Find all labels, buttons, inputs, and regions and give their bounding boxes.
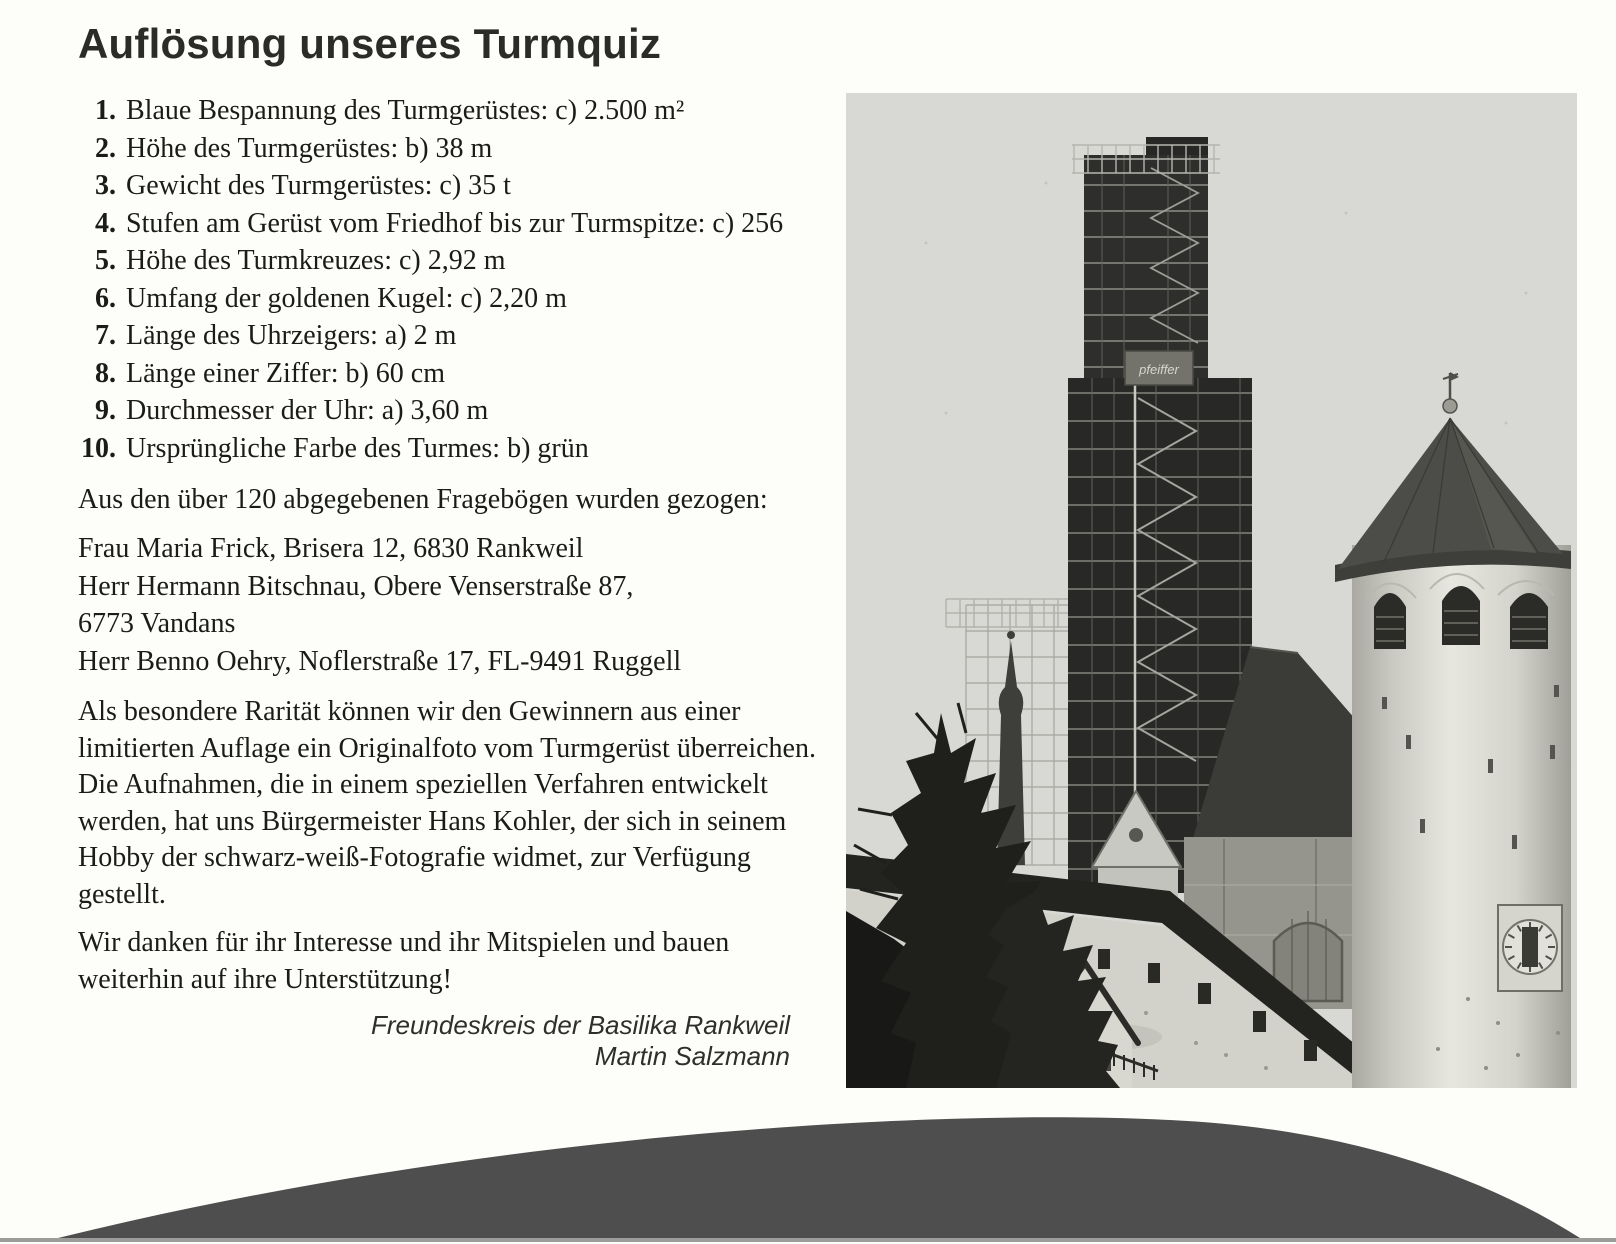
quiz-answer-number: 1. bbox=[95, 95, 116, 126]
quiz-answer-text: Höhe des Turmgerüstes: b) 38 m bbox=[126, 132, 493, 164]
quiz-answer bbox=[78, 130, 834, 168]
winner-line: 6773 Vandans bbox=[78, 608, 236, 639]
quiz-answer-number: 9. bbox=[95, 395, 116, 426]
page-title: Auflösung unseres Turmquiz bbox=[78, 20, 662, 67]
quiz-answer-text: Ursprüngliche Farbe des Turmes: b) grün bbox=[126, 432, 589, 464]
quiz-answer-number: 4. bbox=[95, 207, 116, 239]
quiz-answer-text: Umfang der goldenen Kugel: c) 2,20 m bbox=[126, 282, 567, 314]
quiz-answer-text: Länge einer Ziffer: b) 60 cm bbox=[126, 357, 446, 389]
signature-organization: Freundeskreis der Basilika Rankweil bbox=[370, 1010, 790, 1040]
quiz-answer-number: 3. bbox=[95, 170, 116, 201]
quiz-answer-text: Stufen am Gerüst vom Friedhof bis zur Turmspitze: c) 256 bbox=[126, 207, 784, 239]
tower-clock bbox=[1498, 905, 1562, 991]
golden-ball bbox=[1443, 399, 1457, 413]
quiz-answer bbox=[78, 430, 834, 468]
quiz-answer-number: 7. bbox=[95, 320, 116, 351]
quiz-answer-number: 2. bbox=[95, 132, 116, 164]
quiz-answer bbox=[78, 167, 834, 205]
quiz-answer-text: Gewicht des Turmgerüstes: c) 35 t bbox=[126, 170, 511, 201]
page-bottom-edge bbox=[0, 1238, 1616, 1242]
winners-list bbox=[78, 530, 834, 680]
paragraph-thanks: Wir danken für ihr Interesse und ihr Mitspielen und bauen weiterhin auf ihre Unterstützung! bbox=[78, 927, 730, 995]
article-column bbox=[78, 20, 834, 1072]
signature-author: Martin Salzmann bbox=[594, 1041, 790, 1071]
clock-center bbox=[1522, 927, 1538, 967]
quiz-answer-text: Durchmesser der Uhr: a) 3,60 m bbox=[126, 395, 489, 426]
quiz-answer bbox=[78, 317, 834, 355]
paragraph-rarity: Als besondere Rarität können wir den Gewinnern aus einer limitierten Auflage ein Originalfoto vom Turmgerüst überreichen. Die Aufnahmen, die in einem speziellen Verfahren entwickelt werden, hat uns Bürgermeister Hans Kohler, der sich in seinem Hobby der schwarz-weiß-Fotografie widmet, zur Verfügung gestellt. bbox=[78, 696, 816, 910]
photo-illustration bbox=[846, 93, 1577, 1088]
footer-swoosh bbox=[0, 1108, 1616, 1244]
quiz-answer bbox=[78, 92, 834, 130]
quiz-answer bbox=[78, 392, 834, 430]
gable-round-window bbox=[1129, 828, 1143, 842]
quiz-answer bbox=[78, 205, 834, 243]
winner-line: Herr Benno Oehry, Noflerstraße 17, FL-9491 Ruggell bbox=[78, 645, 682, 677]
quiz-answer-text: Blaue Bespannung des Turmgerüstes: c) 2.500 m² bbox=[126, 95, 685, 126]
scaffold-upper-tier bbox=[1072, 137, 1220, 378]
winner-line: Herr Hermann Bitschnau, Obere Venserstraße 87, bbox=[78, 570, 634, 602]
quiz-answer-number: 6. bbox=[95, 282, 116, 314]
church-tower-photo bbox=[846, 93, 1577, 1088]
pfeiffer-banner bbox=[1125, 351, 1193, 385]
banner-text: pfeiffer bbox=[1139, 362, 1179, 377]
quiz-answer bbox=[78, 355, 834, 393]
draw-intro: Aus den über 120 abgegebenen Fragebögen wurden gezogen: bbox=[78, 484, 768, 515]
quiz-answer-number: 5. bbox=[95, 245, 116, 276]
quiz-answer-number: 10. bbox=[81, 432, 116, 464]
signature-block bbox=[78, 1010, 790, 1072]
winner-line: Frau Maria Frick, Brisera 12, 6830 Rankweil bbox=[78, 533, 584, 564]
quiz-answer-text: Höhe des Turmkreuzes: c) 2,92 m bbox=[126, 245, 506, 276]
quiz-answer bbox=[78, 242, 834, 280]
quiz-answer-number: 8. bbox=[95, 357, 116, 389]
quiz-answer-text: Länge des Uhrzeigers: a) 2 m bbox=[126, 320, 457, 351]
quiz-answer bbox=[78, 280, 834, 318]
quiz-answer-list bbox=[78, 92, 834, 467]
